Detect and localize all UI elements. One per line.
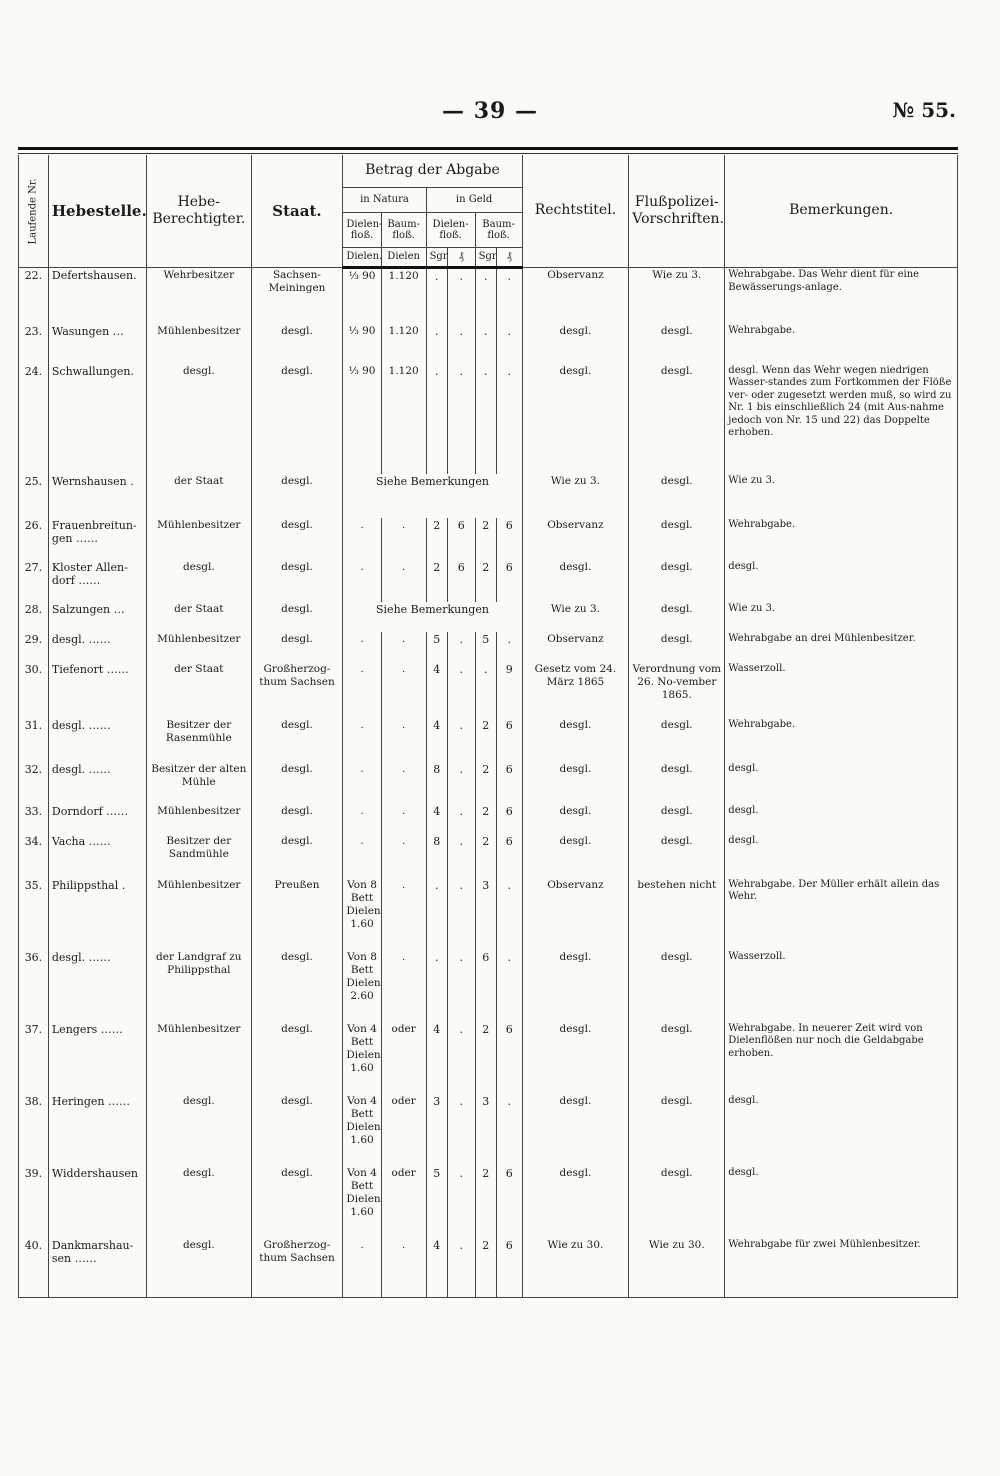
row-number: 23. <box>19 324 49 364</box>
row-baumflos-sgr: . <box>475 268 496 324</box>
row-staat: desgl. <box>251 1094 343 1166</box>
row-hebestelle: Schwallungen. <box>48 364 146 474</box>
row-berechtigter: Besitzer der Sandmühle <box>147 834 252 878</box>
row-bemerkungen: Wehrabgabe. <box>725 518 958 560</box>
row-hebestelle: desgl. …… <box>48 632 146 662</box>
row-number: 32. <box>19 762 49 804</box>
row-flusspolizei: Wie zu 30. <box>629 1238 725 1298</box>
row-rechtstitel: desgl. <box>522 324 629 364</box>
row-betrag-note: Siehe Bemerkungen <box>343 602 522 632</box>
row-dielenflos-pf: 6 <box>447 560 475 602</box>
row-rechtstitel: desgl. <box>522 364 629 474</box>
row-flusspolizei: desgl. <box>629 474 725 518</box>
row-flusspolizei: desgl. <box>629 632 725 662</box>
table-row <box>19 834 958 878</box>
row-staat: Preußen <box>251 878 343 950</box>
page-header <box>0 98 1000 128</box>
row-staat: Großherzog-thum Sachsen <box>251 1238 343 1298</box>
row-rechtstitel: desgl. <box>522 718 629 762</box>
unit-sgr-1: Sgr <box>426 248 447 268</box>
row-baumflos-natura: . <box>381 1238 426 1298</box>
row-baumflos-pf: . <box>496 364 522 474</box>
row-hebestelle: Heringen …… <box>48 1094 146 1166</box>
row-staat: desgl. <box>251 804 343 834</box>
row-flusspolizei: desgl. <box>629 950 725 1022</box>
row-bemerkungen: Wehrabgabe an drei Mühlenbesitzer. <box>725 632 958 662</box>
table-row <box>19 718 958 762</box>
row-dielenflos-pf: . <box>447 324 475 364</box>
row-hebestelle: Frauenbreitun-gen …… <box>48 518 146 560</box>
unit-pf-2: ₰ <box>496 248 522 268</box>
row-baumflos-pf: 6 <box>496 804 522 834</box>
row-dielenflos-natura: . <box>343 560 381 602</box>
row-bemerkungen: Wasserzoll. <box>725 950 958 1022</box>
row-hebestelle: desgl. …… <box>48 762 146 804</box>
row-staat: desgl. <box>251 950 343 1022</box>
row-number: 37. <box>19 1022 49 1094</box>
row-staat: Großherzog-thum Sachsen <box>251 662 343 718</box>
row-baumflos-natura: . <box>381 632 426 662</box>
row-dielenflos-sgr: 4 <box>426 1238 447 1298</box>
row-staat: desgl. <box>251 560 343 602</box>
row-flusspolizei: desgl. <box>629 364 725 474</box>
row-flusspolizei: desgl. <box>629 718 725 762</box>
row-baumflos-natura: oder <box>381 1022 426 1094</box>
row-dielenflos-sgr: 8 <box>426 834 447 878</box>
table-row <box>19 268 958 324</box>
row-baumflos-sgr: 3 <box>475 1094 496 1166</box>
row-number: 30. <box>19 662 49 718</box>
col-header-dielenflos-geld: Dielen-floß. <box>426 213 475 248</box>
row-baumflos-sgr: 2 <box>475 834 496 878</box>
header-rule <box>18 147 958 150</box>
row-berechtigter: Mühlenbesitzer <box>147 878 252 950</box>
row-staat: desgl. <box>251 1022 343 1094</box>
row-berechtigter: Mühlenbesitzer <box>147 518 252 560</box>
col-header-betrag: Betrag der Abgabe <box>343 155 522 188</box>
col-header-lfd-nr: Laufende Nr. <box>19 155 49 268</box>
row-berechtigter: Besitzer der alten Mühle <box>147 762 252 804</box>
row-flusspolizei: Wie zu 3. <box>629 268 725 324</box>
row-dielenflos-natura: Von 4 Bett Dielen 1.60 <box>343 1094 381 1166</box>
row-baumflos-pf: 6 <box>496 560 522 602</box>
row-berechtigter: Besitzer der Rasenmühle <box>147 718 252 762</box>
row-number: 35. <box>19 878 49 950</box>
row-bemerkungen: Wehrabgabe. <box>725 718 958 762</box>
row-dielenflos-sgr: 2 <box>426 518 447 560</box>
row-baumflos-sgr: 2 <box>475 1166 496 1238</box>
header-rule-thin <box>18 153 958 154</box>
row-dielenflos-natura: . <box>343 718 381 762</box>
row-hebestelle: Vacha …… <box>48 834 146 878</box>
row-bemerkungen: Wehrabgabe. <box>725 324 958 364</box>
row-number: 31. <box>19 718 49 762</box>
row-number: 25. <box>19 474 49 518</box>
row-dielenflos-natura: ⅓ 90 <box>343 324 381 364</box>
row-betrag-note: Siehe Bemerkungen <box>343 474 522 518</box>
row-dielenflos-sgr: 5 <box>426 1166 447 1238</box>
row-baumflos-sgr: 2 <box>475 1022 496 1094</box>
row-berechtigter: Mühlenbesitzer <box>147 324 252 364</box>
row-berechtigter: desgl. <box>147 560 252 602</box>
row-rechtstitel: desgl. <box>522 762 629 804</box>
row-rechtstitel: Observanz <box>522 632 629 662</box>
row-staat: desgl. <box>251 518 343 560</box>
row-dielenflos-natura: Von 8 Bett Dielen 1.60 <box>343 878 381 950</box>
row-baumflos-pf: 9 <box>496 662 522 718</box>
row-dielenflos-sgr: 4 <box>426 1022 447 1094</box>
row-dielenflos-natura: ⅓ 90 <box>343 364 381 474</box>
row-bemerkungen: desgl. <box>725 1166 958 1238</box>
row-dielenflos-natura: Von 4 Bett Dielen 1.60 <box>343 1166 381 1238</box>
row-baumflos-pf: . <box>496 324 522 364</box>
row-baumflos-pf: 6 <box>496 718 522 762</box>
row-dielenflos-sgr: . <box>426 950 447 1022</box>
row-staat: desgl. <box>251 834 343 878</box>
table-row <box>19 1022 958 1094</box>
row-baumflos-natura: . <box>381 518 426 560</box>
row-flusspolizei: desgl. <box>629 1166 725 1238</box>
row-rechtstitel: Gesetz vom 24. März 1865 <box>522 662 629 718</box>
row-baumflos-sgr: . <box>475 662 496 718</box>
document-number: № 55. <box>892 98 956 122</box>
row-rechtstitel: desgl. <box>522 950 629 1022</box>
row-dielenflos-natura: Von 4 Bett Dielen 1.60 <box>343 1022 381 1094</box>
row-dielenflos-natura: . <box>343 834 381 878</box>
row-rechtstitel: desgl. <box>522 1094 629 1166</box>
row-hebestelle: Wernshausen . <box>48 474 146 518</box>
row-flusspolizei: bestehen nicht <box>629 878 725 950</box>
row-dielenflos-pf: . <box>447 1238 475 1298</box>
row-flusspolizei: desgl. <box>629 804 725 834</box>
row-number: 36. <box>19 950 49 1022</box>
row-rechtstitel: Observanz <box>522 268 629 324</box>
row-dielenflos-natura: . <box>343 632 381 662</box>
row-rechtstitel: Wie zu 30. <box>522 1238 629 1298</box>
row-baumflos-natura: . <box>381 804 426 834</box>
table-row <box>19 560 958 602</box>
row-baumflos-sgr: 6 <box>475 950 496 1022</box>
row-dielenflos-sgr: 4 <box>426 662 447 718</box>
row-hebestelle: Lengers …… <box>48 1022 146 1094</box>
row-baumflos-sgr: 2 <box>475 1238 496 1298</box>
row-staat: desgl. <box>251 1166 343 1238</box>
row-flusspolizei: desgl. <box>629 1094 725 1166</box>
row-number: 40. <box>19 1238 49 1298</box>
row-baumflos-pf: 6 <box>496 762 522 804</box>
table-row <box>19 1238 958 1298</box>
toll-table <box>18 155 958 1298</box>
col-header-flusspolizei: Flußpolizei-Vorschriften. <box>629 155 725 268</box>
row-baumflos-pf: 6 <box>496 1166 522 1238</box>
row-rechtstitel: Observanz <box>522 878 629 950</box>
col-header-bemerkungen: Bemerkungen. <box>725 155 958 268</box>
row-baumflos-sgr: 5 <box>475 632 496 662</box>
table-row <box>19 602 958 632</box>
row-baumflos-sgr: 3 <box>475 878 496 950</box>
row-dielenflos-natura: Von 8 Bett Dielen 2.60 <box>343 950 381 1022</box>
row-berechtigter: der Staat <box>147 474 252 518</box>
row-hebestelle: Kloster Allen-dorf …… <box>48 560 146 602</box>
row-staat: desgl. <box>251 324 343 364</box>
row-baumflos-pf: . <box>496 1094 522 1166</box>
row-rechtstitel: desgl. <box>522 560 629 602</box>
row-dielenflos-pf: . <box>447 804 475 834</box>
row-baumflos-natura: oder <box>381 1094 426 1166</box>
row-dielenflos-pf: . <box>447 718 475 762</box>
row-bemerkungen: Wie zu 3. <box>725 474 958 518</box>
row-number: 33. <box>19 804 49 834</box>
table-row <box>19 474 958 518</box>
unit-dielen-1: Dielen. <box>343 248 381 268</box>
row-number: 24. <box>19 364 49 474</box>
row-rechtstitel: desgl. <box>522 834 629 878</box>
row-dielenflos-natura: . <box>343 804 381 834</box>
row-baumflos-pf: 6 <box>496 1022 522 1094</box>
row-dielenflos-pf: . <box>447 268 475 324</box>
row-hebestelle: Philippsthal . <box>48 878 146 950</box>
row-flusspolizei: desgl. <box>629 834 725 878</box>
row-dielenflos-sgr: 3 <box>426 1094 447 1166</box>
row-baumflos-natura: 1.120 <box>381 364 426 474</box>
row-berechtigter: desgl. <box>147 1094 252 1166</box>
row-number: 39. <box>19 1166 49 1238</box>
row-hebestelle: Salzungen … <box>48 602 146 632</box>
row-dielenflos-pf: . <box>447 762 475 804</box>
row-baumflos-natura: . <box>381 560 426 602</box>
row-bemerkungen: Wehrabgabe für zwei Mühlenbesitzer. <box>725 1238 958 1298</box>
row-rechtstitel: desgl. <box>522 1022 629 1094</box>
row-hebestelle: desgl. …… <box>48 950 146 1022</box>
unit-sgr-2: Sgr <box>475 248 496 268</box>
row-dielenflos-sgr: 4 <box>426 804 447 834</box>
row-baumflos-pf: 6 <box>496 1238 522 1298</box>
row-rechtstitel: Wie zu 3. <box>522 474 629 518</box>
row-baumflos-pf: . <box>496 950 522 1022</box>
table-row <box>19 632 958 662</box>
col-header-staat: Staat. <box>251 155 343 268</box>
row-staat: desgl. <box>251 364 343 474</box>
row-hebestelle: Tiefenort …… <box>48 662 146 718</box>
unit-pf-1: ₰ <box>447 248 475 268</box>
row-dielenflos-sgr: 8 <box>426 762 447 804</box>
row-berechtigter: desgl. <box>147 364 252 474</box>
table-row <box>19 878 958 950</box>
row-baumflos-natura: . <box>381 834 426 878</box>
row-dielenflos-pf: . <box>447 834 475 878</box>
row-baumflos-sgr: 2 <box>475 560 496 602</box>
row-number: 26. <box>19 518 49 560</box>
row-baumflos-natura: . <box>381 878 426 950</box>
row-staat: desgl. <box>251 718 343 762</box>
row-berechtigter: desgl. <box>147 1166 252 1238</box>
row-flusspolizei: desgl. <box>629 762 725 804</box>
row-rechtstitel: Observanz <box>522 518 629 560</box>
row-berechtigter: der Staat <box>147 662 252 718</box>
row-dielenflos-natura: . <box>343 518 381 560</box>
col-header-hebestelle: Hebestelle. <box>48 155 146 268</box>
row-flusspolizei: desgl. <box>629 324 725 364</box>
row-bemerkungen: desgl. <box>725 560 958 602</box>
row-baumflos-natura: . <box>381 762 426 804</box>
row-baumflos-natura: oder <box>381 1166 426 1238</box>
row-number: 27. <box>19 560 49 602</box>
row-baumflos-pf: . <box>496 878 522 950</box>
row-dielenflos-sgr: 2 <box>426 560 447 602</box>
row-baumflos-pf: 6 <box>496 834 522 878</box>
row-rechtstitel: Wie zu 3. <box>522 602 629 632</box>
row-staat: Sachsen-Meiningen <box>251 268 343 324</box>
col-header-baumflos-natura: Baum-floß. <box>381 213 426 248</box>
row-bemerkungen: desgl. <box>725 762 958 804</box>
row-bemerkungen: desgl. <box>725 1094 958 1166</box>
row-dielenflos-sgr: . <box>426 324 447 364</box>
row-bemerkungen: Wehrabgabe. Das Wehr dient für eine Bewässerungs-anlage. <box>725 268 958 324</box>
row-baumflos-natura: . <box>381 950 426 1022</box>
row-dielenflos-natura: . <box>343 762 381 804</box>
row-dielenflos-pf: . <box>447 950 475 1022</box>
row-bemerkungen: Wie zu 3. <box>725 602 958 632</box>
table-row <box>19 324 958 364</box>
row-dielenflos-natura: ⅓ 90 <box>343 268 381 324</box>
table-row <box>19 762 958 804</box>
row-berechtigter: Mühlenbesitzer <box>147 632 252 662</box>
row-dielenflos-pf: . <box>447 364 475 474</box>
row-dielenflos-pf: . <box>447 632 475 662</box>
row-berechtigter: der Landgraf zu Philippsthal <box>147 950 252 1022</box>
row-bemerkungen: desgl. <box>725 804 958 834</box>
row-dielenflos-pf: . <box>447 1094 475 1166</box>
table-row <box>19 364 958 474</box>
row-baumflos-sgr: 2 <box>475 718 496 762</box>
col-header-baumflos-geld: Baum-floß. <box>475 213 522 248</box>
row-rechtstitel: desgl. <box>522 1166 629 1238</box>
row-flusspolizei: Verordnung vom 26. No-vember 1865. <box>629 662 725 718</box>
row-dielenflos-pf: . <box>447 1166 475 1238</box>
row-staat: desgl. <box>251 602 343 632</box>
row-bemerkungen: desgl. <box>725 834 958 878</box>
col-header-in-natura: in Natura <box>343 188 426 213</box>
row-flusspolizei: desgl. <box>629 602 725 632</box>
row-dielenflos-sgr: . <box>426 268 447 324</box>
row-hebestelle: Dankmarshau-sen …… <box>48 1238 146 1298</box>
row-bemerkungen: Wasserzoll. <box>725 662 958 718</box>
table-row <box>19 1166 958 1238</box>
row-baumflos-natura: 1.120 <box>381 324 426 364</box>
row-hebestelle: Wasungen … <box>48 324 146 364</box>
row-hebestelle: Dorndorf …… <box>48 804 146 834</box>
row-baumflos-sgr: 2 <box>475 762 496 804</box>
row-berechtigter: der Staat <box>147 602 252 632</box>
col-header-dielenflos-natura: Dielen-floß. <box>343 213 381 248</box>
row-staat: desgl. <box>251 474 343 518</box>
row-bemerkungen: desgl. Wenn das Wehr wegen niedrigen Wasser-standes zum Fortkommen der Flöße ver- oder zugesetzt werden muß, so wird zu Nr. 1 bis einschließlich 24 (mit Aus-nahme jedoch von Nr. 15 und 22) das Doppelte erhoben. <box>725 364 958 474</box>
row-dielenflos-natura: . <box>343 662 381 718</box>
row-baumflos-sgr: . <box>475 324 496 364</box>
row-baumflos-natura: 1.120 <box>381 268 426 324</box>
row-baumflos-sgr: 2 <box>475 804 496 834</box>
row-dielenflos-sgr: 5 <box>426 632 447 662</box>
row-hebestelle: desgl. …… <box>48 718 146 762</box>
table-row <box>19 662 958 718</box>
row-number: 22. <box>19 268 49 324</box>
row-baumflos-pf: . <box>496 632 522 662</box>
row-number: 29. <box>19 632 49 662</box>
row-dielenflos-pf: . <box>447 878 475 950</box>
row-flusspolizei: desgl. <box>629 560 725 602</box>
row-baumflos-natura: . <box>381 662 426 718</box>
row-flusspolizei: desgl. <box>629 1022 725 1094</box>
row-rechtstitel: desgl. <box>522 804 629 834</box>
row-baumflos-sgr: 2 <box>475 518 496 560</box>
row-dielenflos-sgr: . <box>426 364 447 474</box>
row-dielenflos-sgr: . <box>426 878 447 950</box>
row-flusspolizei: desgl. <box>629 518 725 560</box>
table-row <box>19 518 958 560</box>
row-number: 34. <box>19 834 49 878</box>
row-bemerkungen: Wehrabgabe. Der Müller erhält allein das Wehr. <box>725 878 958 950</box>
row-bemerkungen: Wehrabgabe. In neuerer Zeit wird von Dielenflößen nur noch die Geldabgabe erhoben. <box>725 1022 958 1094</box>
row-number: 38. <box>19 1094 49 1166</box>
row-hebestelle: Defertshausen. <box>48 268 146 324</box>
row-dielenflos-sgr: 4 <box>426 718 447 762</box>
row-berechtigter: Wehrbesitzer <box>147 268 252 324</box>
row-berechtigter: Mühlenbesitzer <box>147 1022 252 1094</box>
row-staat: desgl. <box>251 762 343 804</box>
row-hebestelle: Widdershausen <box>48 1166 146 1238</box>
row-dielenflos-pf: . <box>447 662 475 718</box>
table-row <box>19 804 958 834</box>
unit-dielen-2: Dielen <box>381 248 426 268</box>
row-dielenflos-pf: . <box>447 1022 475 1094</box>
page-number: — 39 — <box>442 98 538 124</box>
row-baumflos-pf: . <box>496 268 522 324</box>
row-baumflos-natura: . <box>381 718 426 762</box>
row-number: 28. <box>19 602 49 632</box>
row-dielenflos-natura: . <box>343 1238 381 1298</box>
row-staat: desgl. <box>251 632 343 662</box>
col-header-hebeberechtigter: Hebe-Berechtigter. <box>147 155 252 268</box>
row-berechtigter: Mühlenbesitzer <box>147 804 252 834</box>
row-dielenflos-pf: 6 <box>447 518 475 560</box>
table-row <box>19 950 958 1022</box>
col-header-in-geld: in Geld <box>426 188 522 213</box>
row-baumflos-sgr: . <box>475 364 496 474</box>
table-row <box>19 1094 958 1166</box>
col-header-rechtstitel: Rechtstitel. <box>522 155 629 268</box>
row-baumflos-pf: 6 <box>496 518 522 560</box>
row-berechtigter: desgl. <box>147 1238 252 1298</box>
